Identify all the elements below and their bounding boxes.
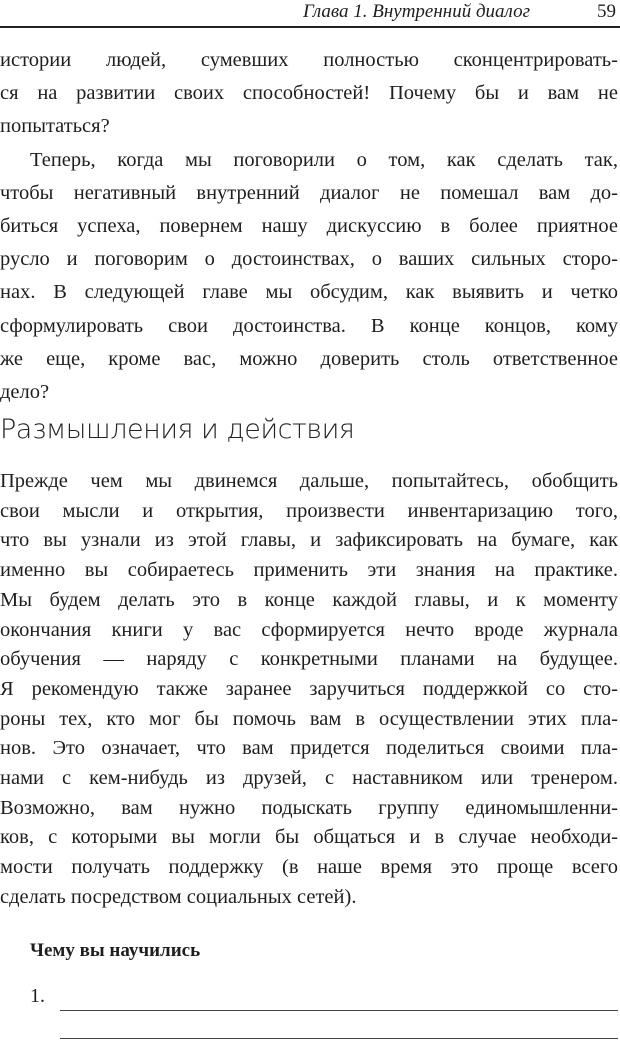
- text-line: попытаться?: [0, 115, 110, 138]
- text-line: что вы узнали из этой главы, и зафиксировать на бумаге, как: [0, 529, 618, 552]
- text-line: сформулировать свои достоинства. В конце концов, кому: [0, 314, 618, 337]
- text-line: же еще, кроме вас, можно доверить столь ответственное: [0, 347, 618, 370]
- text-line: чтобы негативный внутренний диалог не помешал вам до-: [0, 181, 618, 204]
- exercise-title: Чему вы научились: [30, 940, 201, 961]
- text-line: обучения — наряду с конкретными планами на будущее.: [0, 648, 618, 671]
- text-line: свои мысли и открытия, произвести инвентаризацию того,: [0, 499, 618, 522]
- exercise-item-number: 1.: [30, 985, 45, 1007]
- answer-line[interactable]: [60, 1038, 618, 1039]
- chapter-title: Глава 1. Внутренний диалог: [303, 1, 530, 22]
- text-line: роны тех, кто мог бы помочь вам в осуществлении этих пла-: [0, 707, 618, 730]
- page-number: 59: [597, 1, 616, 22]
- text-line: Прежде чем мы двинемся дальше, попытайтесь, обобщить: [0, 470, 618, 492]
- text-line: Возможно, вам нужно подыскать группу единомышленни-: [0, 796, 618, 819]
- text-line: ков, с которыми вы могли бы общаться и в случае необходи-: [0, 826, 618, 849]
- running-header: [0, 0, 620, 28]
- text-line: русло и поговорим о достоинствах, о ваших сильных сторо-: [0, 248, 618, 271]
- text-line: нов. Это означает, что вам придется поделиться своими пла-: [0, 737, 618, 760]
- text-line: нами с кем-нибудь из друзей, с наставником или тренером.: [0, 767, 618, 789]
- text-line: окончания книги у вас сформируется нечто вроде журнала: [0, 618, 618, 641]
- text-line: истории людей, сумевших полностью сконцентрировать-: [0, 49, 618, 71]
- text-line: нах. В следующей главе мы обсудим, как выявить и четко: [0, 281, 618, 304]
- text-line: именно вы собираетесь применить эти знания на практике.: [0, 559, 618, 582]
- text-line: биться успеха, повернем нашу дискуссию в более приятное: [0, 215, 618, 237]
- text-line: Я рекомендую также заранее заручиться поддержкой со сто-: [0, 677, 618, 700]
- text-line: дело?: [0, 381, 50, 403]
- section-heading: Размышления и действия: [0, 414, 355, 445]
- text-line: ся на развитии своих способностей! Почему бы и вам не: [0, 82, 618, 105]
- text-line: мости получать поддержку (в наше время это проще всего: [0, 856, 618, 879]
- text-line: сделать посредством социальных сетей).: [0, 885, 357, 908]
- text-line: Теперь, когда мы поговорили о том, как сделать так,: [30, 148, 618, 171]
- text-line: Мы будем делать это в конце каждой главы, и к моменту: [0, 588, 618, 611]
- answer-line[interactable]: [60, 1010, 618, 1011]
